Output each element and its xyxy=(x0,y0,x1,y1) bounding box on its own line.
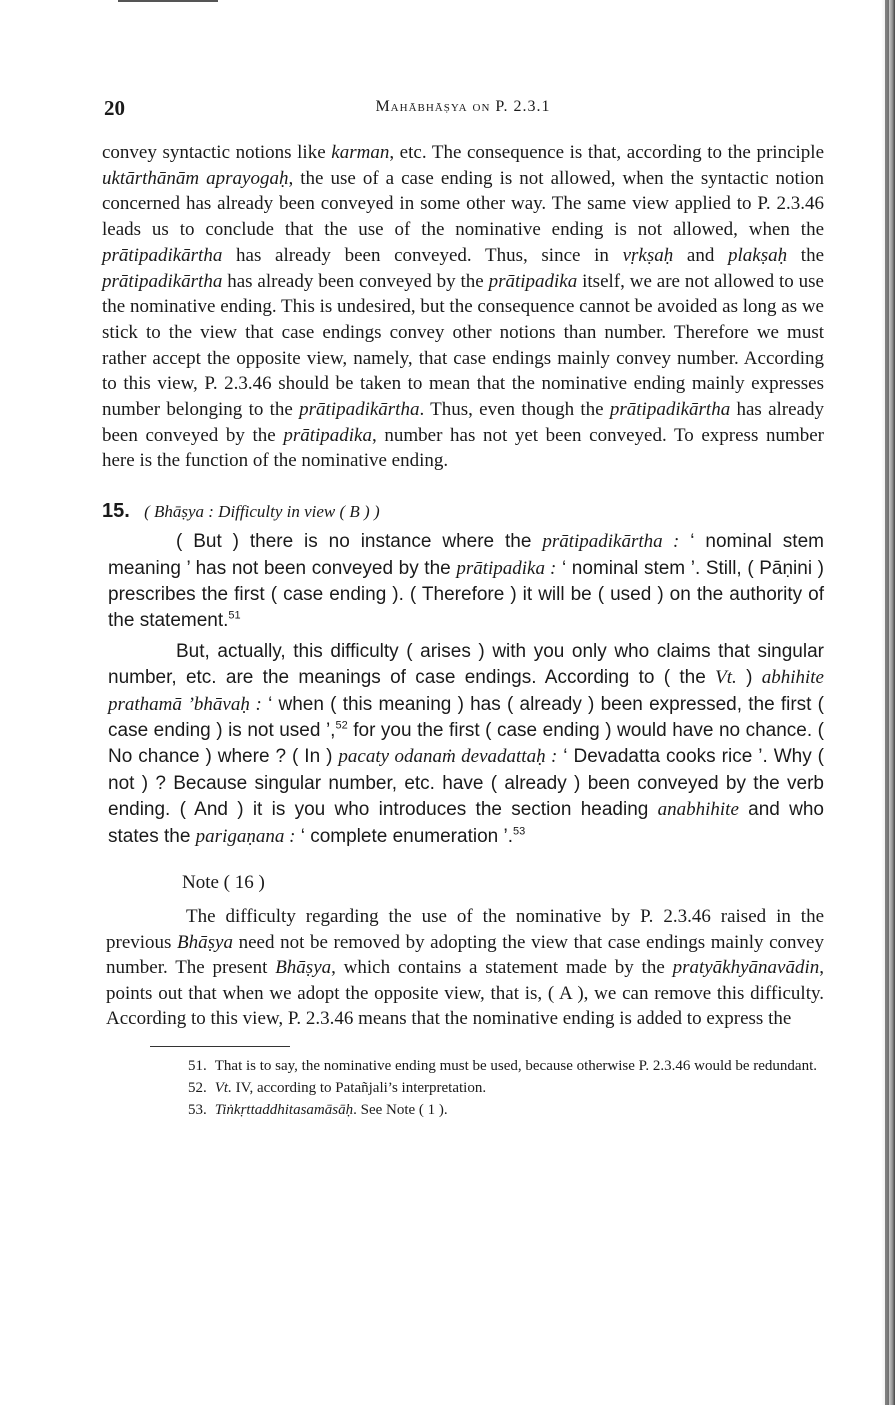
italic-term: parigaṇana : xyxy=(195,825,296,847)
footnote-divider xyxy=(150,1046,290,1047)
italic-term: Bhāṣya xyxy=(275,957,332,979)
italic-term: anabhihite xyxy=(657,799,739,821)
note-paragraph xyxy=(106,904,824,1032)
italic-term: prātipadikārtha xyxy=(299,399,420,421)
italic-term: prātipadika xyxy=(488,270,578,292)
italic-term: prātipadikārtha xyxy=(609,399,731,421)
italic-term: prātipadika : xyxy=(456,557,557,579)
footnote-number: 53. xyxy=(188,1101,207,1118)
translation-paragraph-2 xyxy=(108,639,824,850)
footnote-ref: 53 xyxy=(512,825,526,838)
text-run: and xyxy=(673,244,729,266)
text-run: has already been conveyed by the xyxy=(102,399,825,446)
text-run: ) xyxy=(736,667,762,689)
book-page xyxy=(102,92,824,1121)
page-header xyxy=(102,92,824,122)
footnote-52 xyxy=(120,1077,824,1099)
footnote-ref: 51 xyxy=(228,610,241,623)
text-run: But, actually, this difficulty ( arises ) with you only who claims that singular number, etc. are the meanings of case endings. According to ( the xyxy=(108,640,824,689)
footnote-number: 51. xyxy=(188,1057,207,1074)
text-run: ‘ when ( this meaning ) has ( already ) been expressed, the first ( case ending ) is not used ’, xyxy=(108,693,824,741)
text-run: ‘ complete enumeration ’. xyxy=(295,825,513,847)
text-run: That is to say, the nominative ending must be used, because otherwise P. 2.3.46 would be redundant. xyxy=(214,1057,817,1074)
text-run: , number has not yet been conveyed. To express number here is the function of the nominative ending. xyxy=(102,424,824,472)
text-run: IV, according to Patañjali’s interpretation. xyxy=(231,1079,487,1096)
top-edge-rule xyxy=(118,0,218,2)
text-run: , the use of a case ending is not allowed, when the syntactic notion concerned has already been conveyed in some other way. The same view applied to P. 2.3.46 leads us to conclude that the use of the nominative ending is not allowed, when the xyxy=(102,167,824,241)
footnote-number: 52. xyxy=(188,1079,207,1096)
text-run: need not be removed by adopting the view that case endings mainly convey number. The present xyxy=(106,931,824,979)
italic-term: prātipadikārtha : xyxy=(542,531,680,553)
text-run: convey syntactic notions like xyxy=(102,142,332,163)
italic-term: pacaty odanaṁ devadattaḥ : xyxy=(338,746,558,768)
text-run: itself, we are not allowed to use the nominative ending. This is undesired, but the consequence cannot be avoided as long as we stick to the view that case endings convey other notions than number. Therefore we must rather accept the opposite view, namely, that case endings mainly convey number. According to this view, P. 2.3.46 should be taken to mean that the nominative ending mainly expresses number belonging to the xyxy=(102,270,824,421)
italic-term: plakṣaḥ xyxy=(728,244,788,266)
section-heading xyxy=(102,500,824,523)
italic-term: uktārthānām aprayogaḥ xyxy=(102,167,289,189)
intro-paragraph xyxy=(102,140,824,474)
text-run: , which contains a statement made by the xyxy=(331,957,673,979)
footnote-53 xyxy=(120,1099,824,1121)
italic-term: Vt. xyxy=(214,1079,232,1096)
italic-term: prātipadikārtha xyxy=(102,244,223,266)
text-run: has already been conveyed. Thus, since in xyxy=(222,244,623,266)
italic-term: Tiṅkṛttaddhitasamāsāḥ xyxy=(214,1101,354,1118)
footnote-ref: 52 xyxy=(335,719,348,732)
text-run: the xyxy=(787,244,825,266)
translation-paragraph-1 xyxy=(108,529,824,635)
text-run: , points out that when we adopt the opposite view, that is, ( A ), we can remove this difficulty. According to this view, P. 2.3.46 means that the nominative ending is added to express the xyxy=(106,957,824,1030)
section-title: ( Bhāṣya : Difficulty in view ( B ) ) xyxy=(144,502,380,522)
text-run: ‘ nominal stem meaning ’ has not been conveyed by the xyxy=(108,531,824,579)
text-run: ‘ nominal stem ’. Still, ( Pāṇini ) prescribes the first ( case ending ). ( Therefore ) it will be ( used ) on the authority of the statement. xyxy=(108,557,824,632)
italic-term: Bhāṣya xyxy=(177,931,233,953)
italic-term: karman xyxy=(331,142,390,163)
text-run: has already been conveyed by the xyxy=(222,270,489,292)
text-run: and who states the xyxy=(108,799,824,847)
text-run: . Thus, even though the xyxy=(419,399,610,421)
footnote-51 xyxy=(120,1055,824,1077)
running-title xyxy=(102,98,824,116)
italic-term: Vt. xyxy=(715,667,737,689)
text-run: , etc. The consequence is that, according to the principle xyxy=(389,142,824,163)
binding-edge-mark xyxy=(885,0,889,1405)
text-run: . See Note ( 1 ). xyxy=(353,1101,448,1118)
italic-term: abhihite prathamā ’bhāvaḥ : xyxy=(108,667,824,715)
page-number: 20 xyxy=(104,96,125,120)
note-heading: Note ( 16 ) xyxy=(182,872,265,894)
text-run: The difficulty regarding the use of the nominative by P. 2.3.46 raised in the previous xyxy=(106,906,824,953)
italic-term: vṛkṣaḥ xyxy=(622,244,674,266)
running-title-text: Mahābhāṣya on P. 2.3.1 xyxy=(375,98,551,115)
italic-term: prātipadika xyxy=(283,424,372,446)
text-run: ( But ) there is no instance where the xyxy=(176,531,543,553)
section-number: 15. xyxy=(102,500,130,523)
footnotes xyxy=(120,1055,824,1121)
text-run: for you the first ( case ending ) would have no chance. ( No chance ) where ? ( In ) xyxy=(108,719,824,768)
italic-term: pratyākhyānavādin xyxy=(672,957,820,979)
text-run: ‘ Devadatta cooks rice ’. Why ( not ) ? Because singular number, etc. have ( already ) been conveyed by the verb ending. ( And ) it is you who introduces the section heading xyxy=(108,746,824,821)
italic-term: prātipadikārtha xyxy=(102,270,223,292)
